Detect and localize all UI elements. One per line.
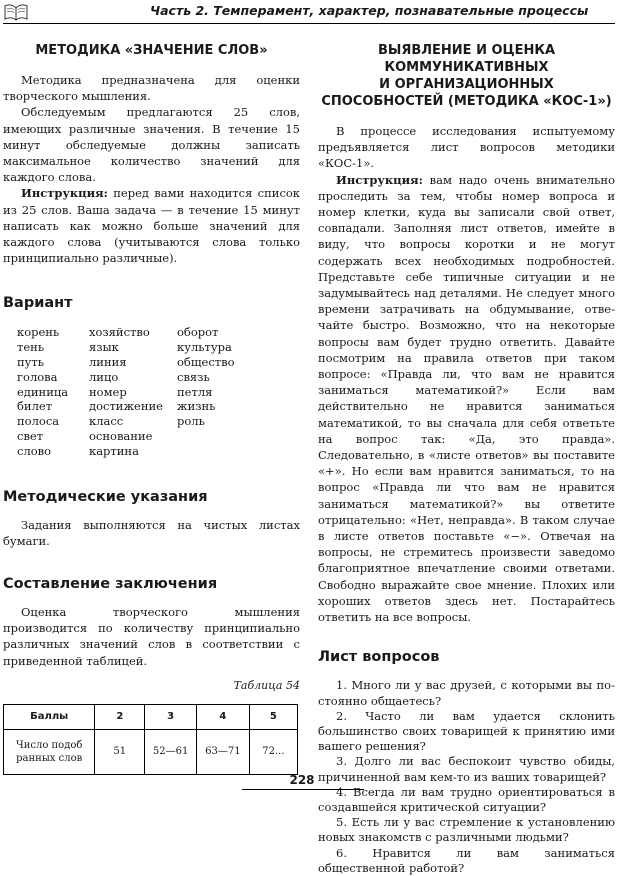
page-number: 228 [289,773,315,787]
section-title-communicative [318,42,615,110]
chapter-title: Темперамент, характер, познавательные процессы [213,3,589,18]
word: связь [177,369,210,384]
word: общество [177,355,235,370]
table-row-label [4,729,95,774]
chapter-label: Часть 2. [150,3,209,18]
word: оборот [177,325,219,340]
running-header [150,3,588,18]
word: линия [89,355,127,370]
paragraph-procedure: Обследуемым предлагаются 25 слов, имеющих различные значения. В течение 15 минут обследуемые должны записать максимальное количество значений для каждого слова. [3,105,300,185]
scores-table [3,704,298,775]
instruction-text: вам надо очень внимательно проследить за тем, чтобы номер вопроса и номер клетки, куда вы записали свой ответ, совпадали. Заполняя лист ответов, имейте в виду, что вопросы коротки и не могут содержать всех необходимых подробностей. Представьте себе типичные ситуации и не задумывайтесь над деталями. Не следует много времени затрачивать на обдумывание, отвечайте быстро. Возможно, что на некоторые вопросы вам будет трудно ответить. Давайте посмотрим на правила ответов при таком вопросе: «Правда ли, что вам не нравится заниматься математикой?» Если вам действительно не нравится заниматься математикой, то вы сначала для себя ответьте на вопрос так: «Да, это правда». Следовательно, в «листе ответов» вы поставите «+». Но если вам нравится заниматься, то на вопрос «Правда ли что вам не нравится заниматься математикой?» вы ответите отрицательно: «Нет, неправда». В таком случае в листе ответов поставьте «−». Отвечая на вопросы, не стремитесь произвести заведомо благоприятное впечатление своими ответами. Свободно выражайте свое мнение. Плохих или хороших ответов здесь нет. Постарайтесь ответить на все вопросы. [318,172,615,625]
instruction-label: Инструкция: [21,186,108,201]
table-header-cell: 5 [249,704,297,729]
word: слово [17,443,52,458]
word: культура [177,340,232,355]
word: билет [17,399,53,414]
header-rule [3,23,615,24]
word: хозяйство [89,325,150,340]
word: роль [177,414,205,429]
table-cell: 51 [95,729,145,774]
right-column [318,42,615,876]
page-header [0,0,620,24]
word: жизнь [177,399,216,414]
paragraph-conclusion: Оценка творческого мышления производится по количеству принципиально различных значений слов в соответствии с приведенной таблицей. [3,605,300,668]
table-row [4,729,298,774]
word: тень [17,340,45,355]
page-number-rule [242,789,364,790]
left-column [3,42,300,775]
heading-conclusion: Составление заключения [3,576,218,593]
question-item: 3. Долго ли вас беспокоит чувство обиды, причиненной вам кем-то из ваших товарищей? [318,754,615,784]
paragraph-purpose: Методика предназначена для оценки творческого мышления. [3,73,300,104]
section-title-word-meaning: МЕТОДИКА «ЗНАЧЕНИЕ СЛОВ» [35,43,268,58]
word: единица [17,384,69,399]
question-item: 1. Много ли у вас друзей, с которыми вы постоянно общаетесь? [318,678,615,708]
word [177,429,257,444]
table-header-cell: 3 [145,704,197,729]
question-item: 4. Всегда ли вам трудно ориентироваться в создавшейся критической ситуации? [318,784,615,814]
word: полоса [17,414,60,429]
row-label-line: Число подоб [15,739,83,751]
row-label-line: ранных слов [16,752,83,764]
heading-questions: Лист вопросов [318,649,440,666]
title-line: СПОСОБНОСТЕЙ (МЕТОДИКА «КОС-1») [321,94,612,109]
paragraph-instruction [318,172,615,626]
question-item: 6. Нравится ли вам заниматься общественной работой? [318,845,615,875]
word: достижение [89,399,163,414]
word: лицо [89,369,119,384]
heading-variant: Вариант [3,295,73,312]
title-line: И ОРГАНИЗАЦИОННЫХ [379,77,554,92]
table-caption: Таблица 54 [233,678,300,692]
table-header-cell: Баллы [4,704,95,729]
paragraph-instruction [3,185,300,266]
word: корень [17,325,60,340]
word: основание [89,429,153,444]
word: номер [89,384,127,399]
word: класс [89,414,124,429]
question-item: 2. Часто ли вам удается склонить большинство своих товарищей к принятию ими вашего решения? [318,708,615,754]
table-cell: 52—61 [145,729,197,774]
question-item: 5. Есть ли у вас стремление к установлению новых знакомств с различными людьми? [318,815,615,845]
table-header-cell: 4 [197,704,250,729]
word: петля [177,384,213,399]
word [177,444,257,459]
table-cell: 63—71 [197,729,250,774]
instruction-text: перед вами находится список из 25 слов. Ваша задача — в течение 15 минут написать как можно больше значений для каждого слова (учитываются слова только принципиально различные). [3,186,300,266]
title-line: КОММУНИКАТИВНЫХ [384,60,549,75]
instruction-label: Инструкция: [336,172,423,187]
word: путь [17,355,45,370]
table-header-row [4,704,298,729]
word: свет [17,429,44,444]
table-cell: 72... [249,729,297,774]
heading-method: Методические указания [3,488,208,505]
word: картина [89,443,139,458]
word: голова [17,369,58,384]
word: язык [89,340,119,355]
book-logo-icon [3,2,29,22]
title-line: ВЫЯВЛЕНИЕ И ОЦЕНКА [377,43,556,58]
paragraph-intro: В процессе исследования испытуемому предъявляется лист вопросов методики «КОС-1». [318,124,615,171]
word-list [17,325,300,458]
table-header-cell: 2 [95,704,145,729]
paragraph-method: Задания выполняются на чистых листах бумаги. [3,517,300,548]
